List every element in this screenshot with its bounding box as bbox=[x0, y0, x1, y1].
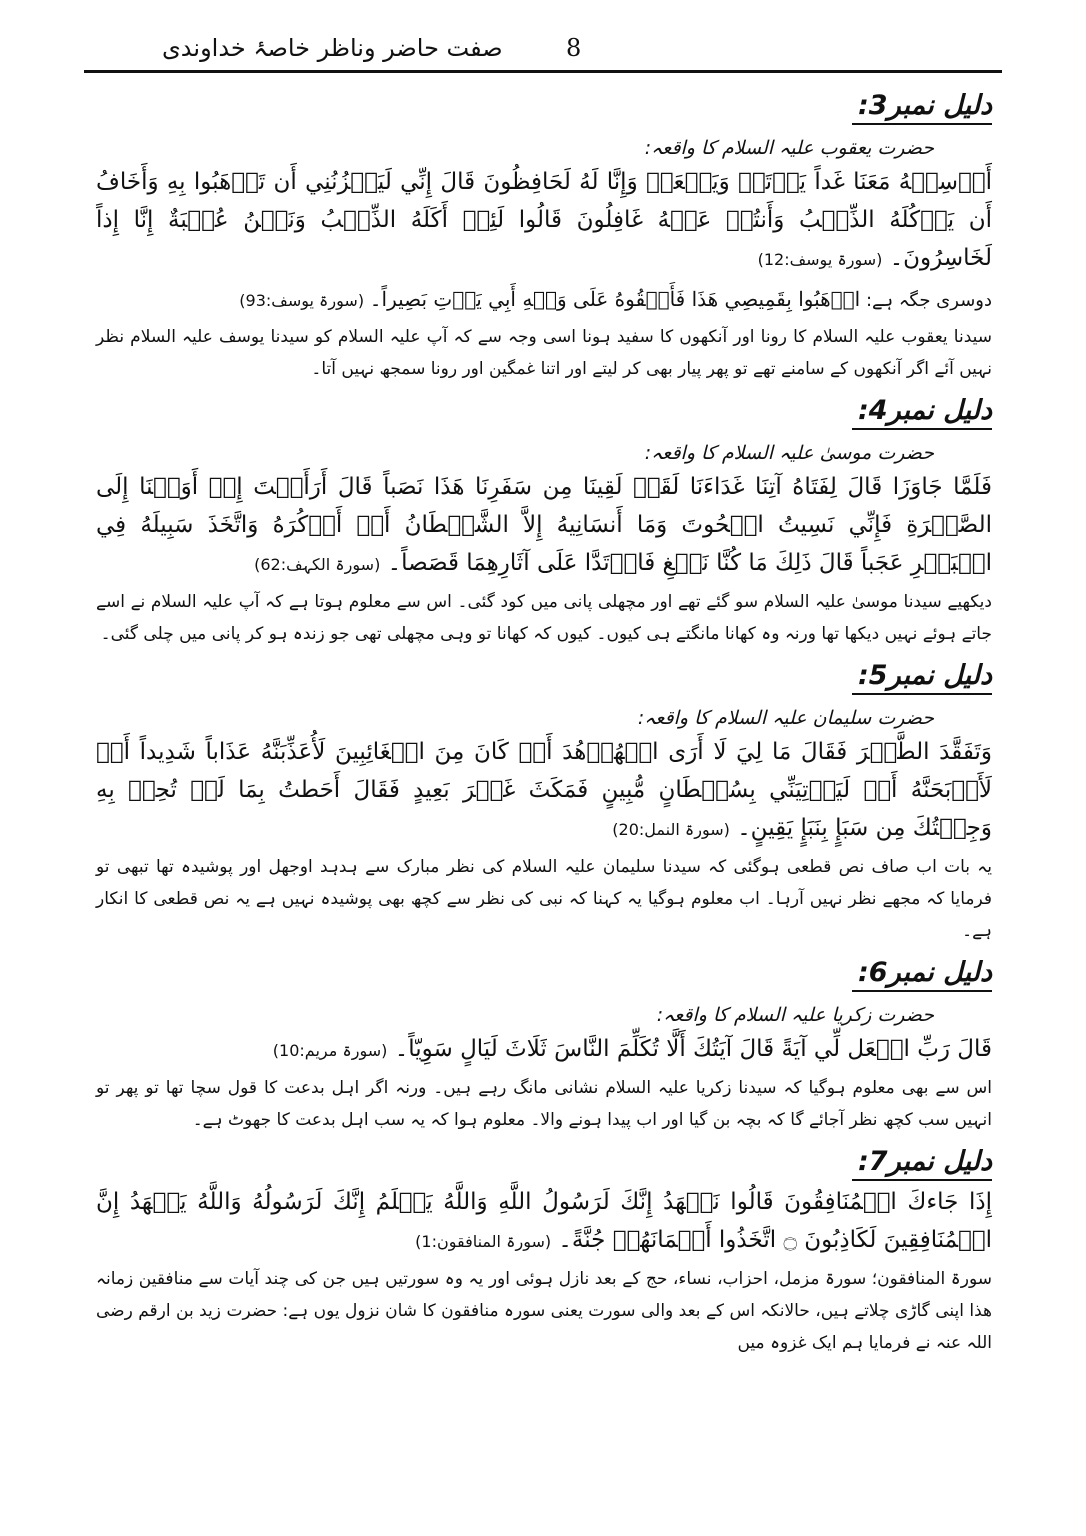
verse-text: فَلَمَّا جَاوَزَا قَالَ لِفَتَاهُ آتِنَا غَدَاءَنَا لَقَدۡ لَقِينَا مِن سَفَرِنَا هَذَا نَصَباً قَالَ أَرَأَيۡتَ إِذۡ أَوَيۡنَا إِلَى الصَّخۡرَةِ فَإِنِّي نَسِيتُ الۡحُوتَ وَمَا أَنسَانِيهُ إِلاَّ الشَّيۡطَانُ أَنۡ أَذۡكُرَهُ وَاتَّخَذَ سَبِيلَهُ فِي الۡبَحۡرِ عَجَباً قَالَ ذَلِكَ مَا كُنَّا نَبۡغِ فَارۡتَدَّا عَلَى آثَارِهِمَا قَصَصاً۔ bbox=[96, 474, 992, 576]
verse-reference: (سورۃ الکہف:62) bbox=[254, 555, 381, 574]
verse-text: إِذَا جَاءكَ الۡمُنَافِقُونَ قَالُوا نَشۡهَدُ إِنَّكَ لَرَسُولُ اللَّهِ وَاللَّهُ يَعۡلَمُ إِنَّكَ لَرَسُولُهُ وَاللَّهُ يَشۡهَدُ إِنَّ الۡمُنَافِقِينَ لَكَاذِبُونَ ۝ اتَّخَذُوا أَيۡمَانَهُمۡ جُنَّةً۔ bbox=[96, 1189, 992, 1253]
section-heading: دلیل نمبر6: bbox=[852, 953, 992, 992]
section-dalil-7 bbox=[96, 1142, 992, 1359]
section-note: سورۃ المنافقون؛ سورۃ مزمل، احزاب، نساء، حج کے بعد نازل ہوئی اور یہ وہ سورتیں ہیں جن کی چند آیات سے منافقین زمانہ ھذا اپنی گاڑی چلاتے ہیں، حالانکہ اس کے بعد والی سورت یعنی سورہ منافقون کا شان نزول یوں ہے: حضرت زید بن ارقم رضی اللہ عنہ نے فرمایا ہم ایک غزوہ میں bbox=[96, 1269, 992, 1353]
section-dalil-5 bbox=[96, 656, 992, 947]
quran-verse bbox=[96, 163, 992, 279]
verse-reference: (سورۃ یوسف:12) bbox=[757, 250, 883, 269]
section-heading: دلیل نمبر5: bbox=[852, 656, 992, 695]
section-subheading: حضرت زکریا علیہ السلام کا واقعہ: bbox=[656, 1004, 934, 1026]
section-dalil-3 bbox=[96, 86, 992, 385]
section-note: اس سے بھی معلوم ہوگیا کہ سیدنا زکریا علیہ السلام نشانی مانگ رہے ہیں۔ ورنہ اگر اہل بدعت کا قول سچا تھا تو پھر تو انہیں سب کچھ نظر آجائے گا کہ بچہ بن گیا اور اب پیدا ہونے والا۔ معلوم ہوا کہ یہ سب اہل بدعت کا جھوٹ ہے۔ bbox=[96, 1078, 992, 1130]
verse-text: أَرۡسِلۡهُ مَعَنَا غَداً يَرۡتَعۡ وَيَلۡعَبۡ وَإِنَّا لَهُ لَحَافِظُونَ قَالَ إِنِّي لَيَحۡزُنُنِي أَن تَذۡهَبُوا بِهِ وَأَخَافُ أَن يَأۡكُلَهُ الذِّئۡبُ وَأَنتُمۡ عَنۡهُ غَافِلُونَ قَالُوا لَئِنۡ أَكَلَهُ الذِّئۡبُ وَنَحۡنُ عُصۡبَةٌ إِنَّا إِذاً لَخَاسِرُونَ۔ bbox=[96, 169, 992, 271]
quran-verse bbox=[96, 733, 992, 849]
verse-reference: (سورۃ مریم:10) bbox=[272, 1041, 388, 1060]
page-title: صفت حاضر وناظر خاصۂ خداوندی bbox=[162, 34, 503, 62]
section-heading: دلیل نمبر7: bbox=[852, 1142, 992, 1181]
section-subheading: حضرت موسیٰ علیہ السلام کا واقعہ: bbox=[644, 442, 934, 464]
page-number: 8 bbox=[566, 34, 582, 62]
section-dalil-6 bbox=[96, 953, 992, 1136]
verse-reference: (سورۃ المنافقون:1) bbox=[415, 1232, 552, 1251]
section-dalil-4 bbox=[96, 391, 992, 650]
second-verse-label: دوسری جگہ ہے: bbox=[865, 290, 992, 311]
section-subheading: حضرت یعقوب علیہ السلام کا واقعہ: bbox=[644, 137, 934, 159]
section-note: یہ بات اب صاف نص قطعی ہوگئی کہ سیدنا سلیمان علیہ السلام کی نظر مبارک سے ہدہد اوجھل اور پوشیدہ تھا تبھی تو فرمایا کہ مجھے نظر نہیں آرہا۔ اب معلوم ہوگیا یہ کہنا کہ نبی کی نظر سے کچھ بھی پوشیدہ نہیں ہے یہ نص قطعی کا انکار ہے۔ bbox=[96, 857, 992, 941]
second-verse-reference: (سورۃ یوسف:93) bbox=[239, 291, 365, 310]
verse-reference: (سورۃ النمل:20) bbox=[612, 820, 730, 839]
section-heading: دلیل نمبر4: bbox=[852, 391, 992, 430]
quran-verse bbox=[96, 1030, 992, 1070]
verse-text: وَتَفَقَّدَ الطَّيۡرَ فَقَالَ مَا لِيَ لَا أَرَى الۡهُدۡهُدَ أَمۡ كَانَ مِنَ الۡغَائِبِينَ لَأُعَذِّبَنَّهُ عَذَاباً شَدِيداً أَوۡ لَأَذۡبَحَنَّهُ أَوۡ لَيَأۡتِيَنِّي بِسُلۡطَانٍ مُّبِينٍ فَمَكَثَ غَيۡرَ بَعِيدٍ فَقَالَ أَحَطتُ بِمَا لَمۡ تُحِطۡ بِهِ وَجِئۡتُكَ مِن سَبَإٍ بِنَبَإٍ يَقِينٍ۔ bbox=[96, 739, 992, 841]
header-rule bbox=[84, 70, 1002, 73]
second-verse-line bbox=[96, 281, 992, 319]
section-note: سیدنا یعقوب علیہ السلام کا رونا اور آنکھوں کا سفید ہونا اسی وجہ سے کہ آپ علیہ السلام کو سیدنا یوسف علیہ السلام نظر نہیں آئے اگر آنکھوں کے سامنے تھے تو پھر پیار بھی کر لیتے اور اتنا غمگین اور رونا سمجھ نہیں آتا۔ bbox=[96, 327, 992, 379]
verse-text: قَالَ رَبِّ اجۡعَل لِّي آيَةً قَالَ آيَتُكَ أَلَّا تُكَلِّمَ النَّاسَ ثَلَاثَ لَيَالٍ سَوِيّاً۔ bbox=[394, 1036, 992, 1062]
second-verse-text: اذۡهَبُوا بِقَمِيصِي هَذَا فَأَلۡقُوهُ عَلَى وَجۡهِ أَبِي يَأۡتِ بَصِيراً۔ bbox=[369, 287, 861, 311]
section-heading: دلیل نمبر3: bbox=[852, 86, 992, 125]
quran-verse bbox=[96, 1183, 992, 1261]
section-subheading: حضرت سلیمان علیہ السلام کا واقعہ: bbox=[637, 707, 934, 729]
page-body bbox=[96, 80, 992, 1361]
page-header bbox=[84, 28, 1002, 72]
section-note: دیکھیے سیدنا موسیٰ علیہ السلام سو گئے تھے اور مچھلی پانی میں کود گئی۔ اس سے معلوم ہوتا ہے کہ آپ علیہ السلام نے اسے جاتے ہوئے نہیں دیکھا تھا ورنہ وہ کھانا مانگتے ہی کیوں۔ کیوں کہ کھانا تو وہی مچھلی تھی جو زندہ ہو کر پانی میں چلی گئی۔ bbox=[96, 592, 992, 644]
quran-verse bbox=[96, 468, 992, 584]
